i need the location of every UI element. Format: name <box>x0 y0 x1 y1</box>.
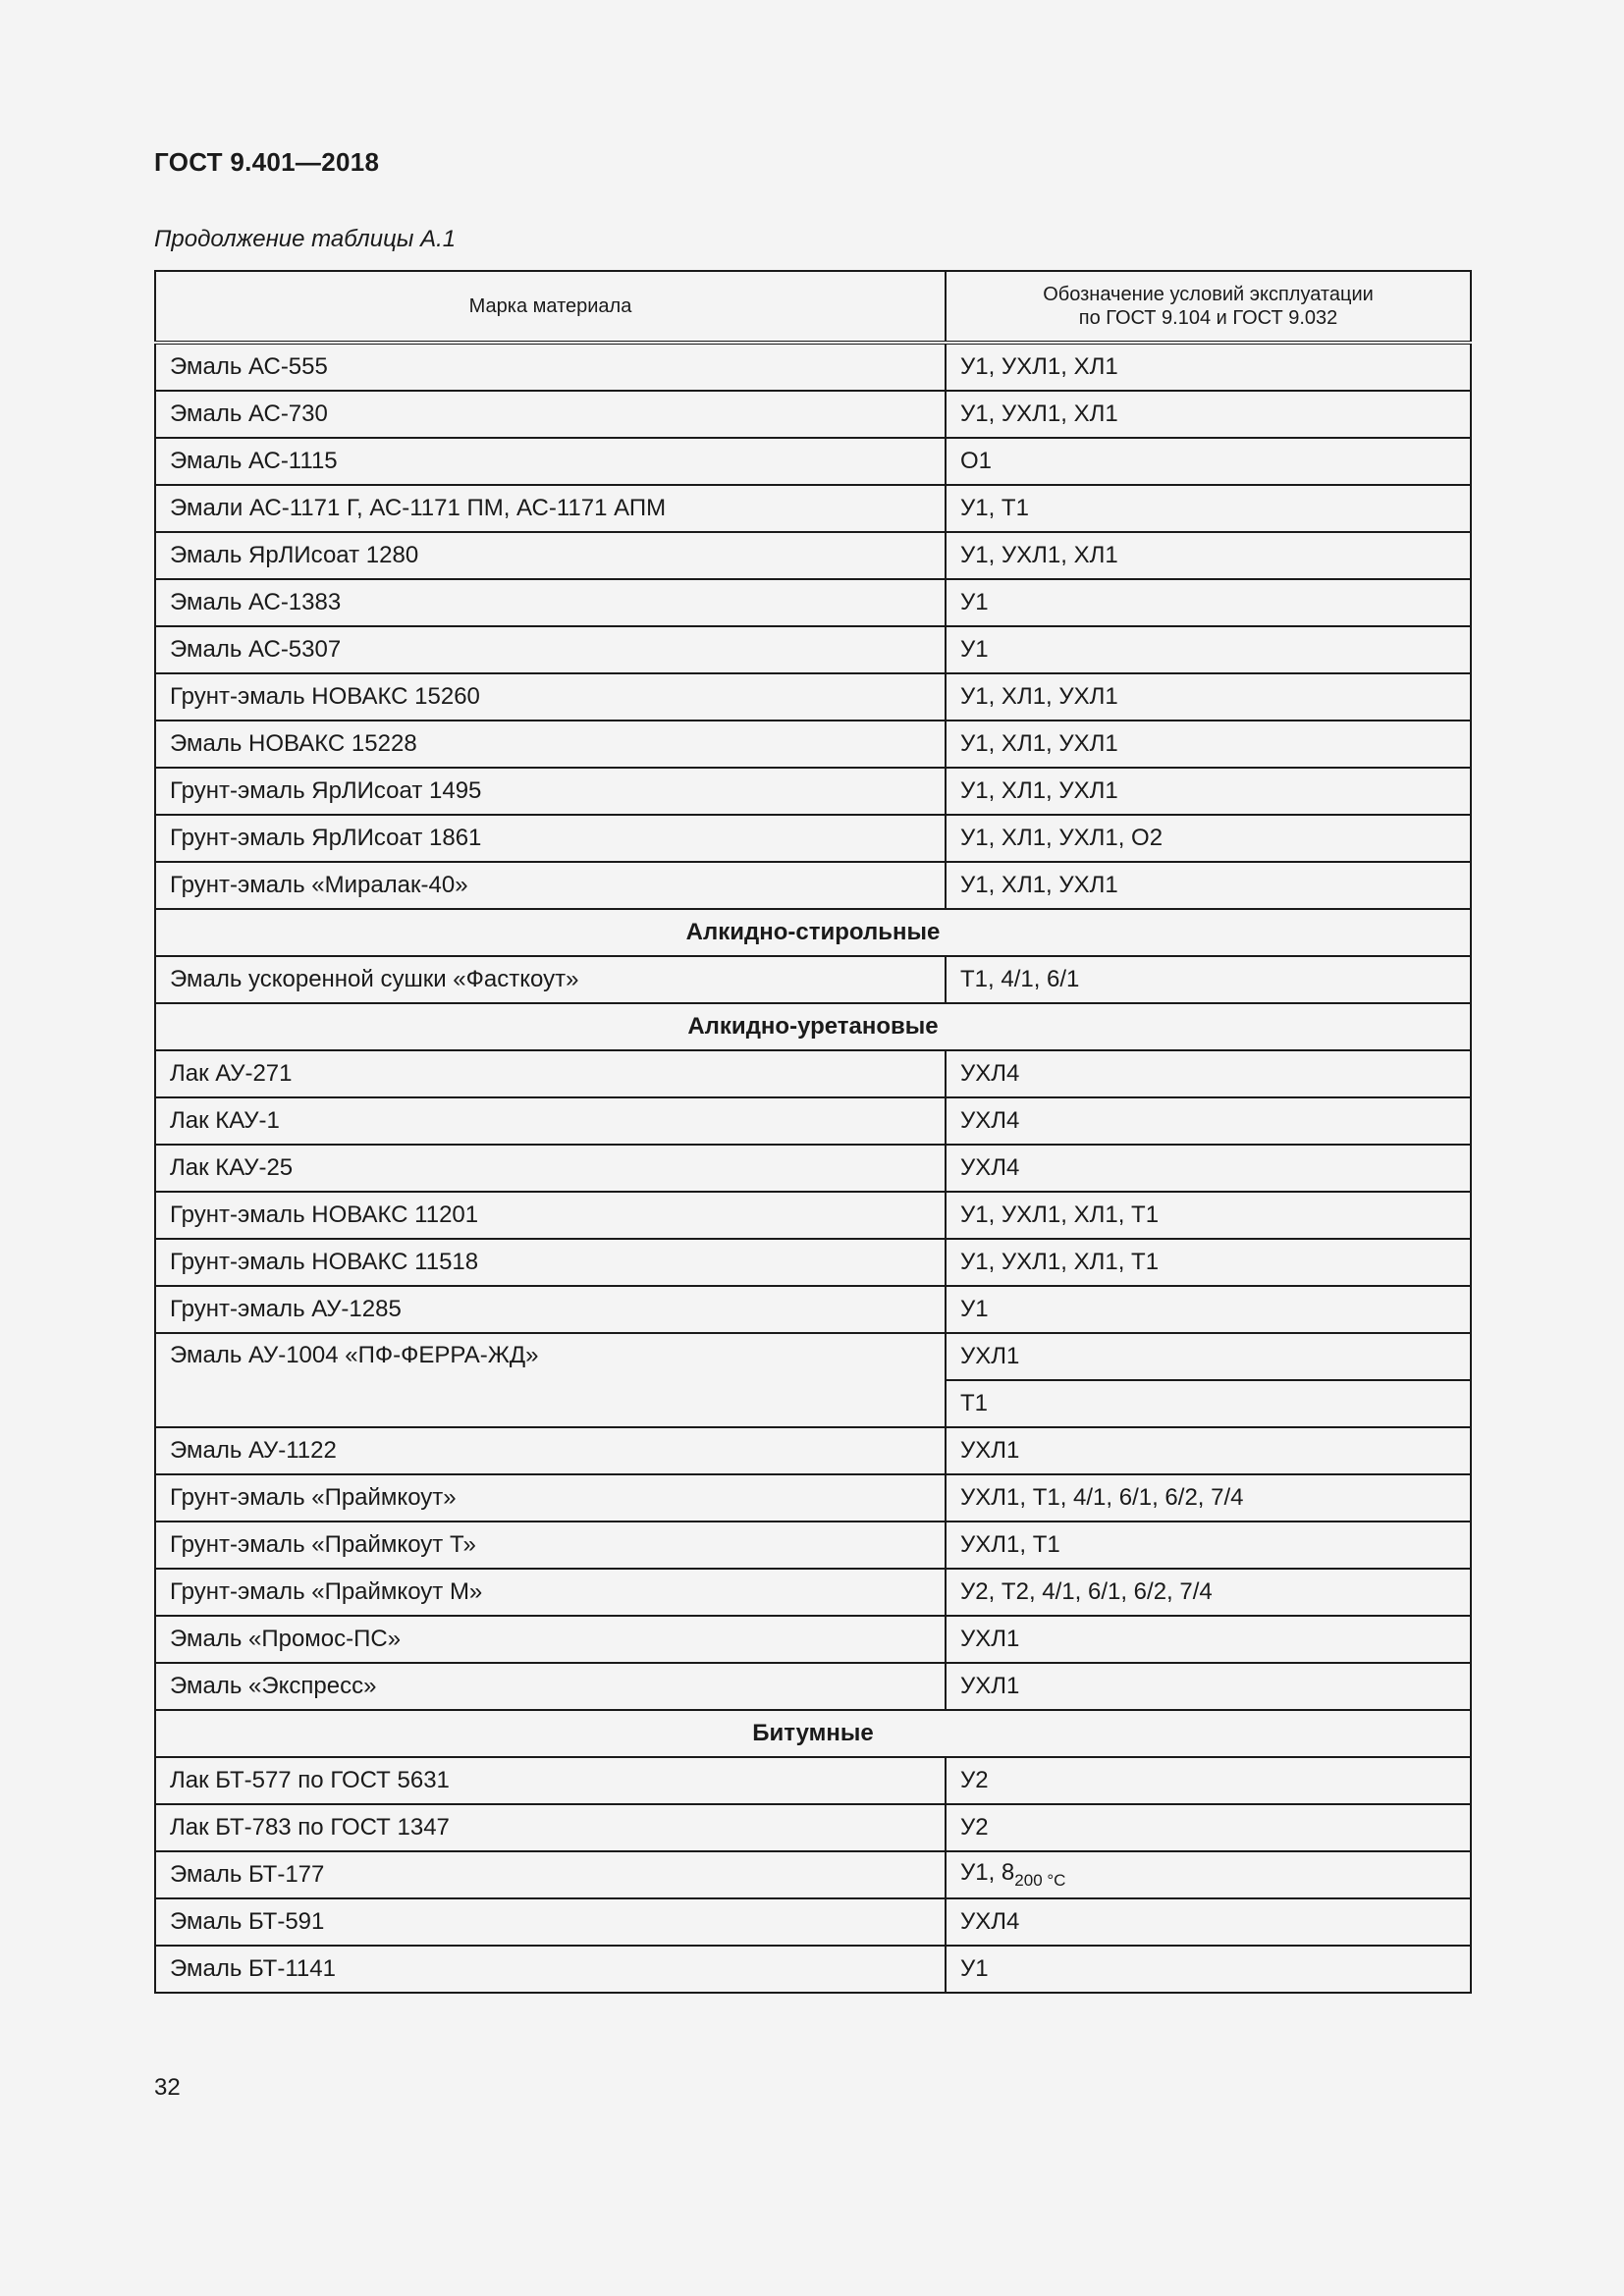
conditions-cell: У2 <box>946 1757 1471 1804</box>
material-cell: Эмаль ЯрЛИсоат 1280 <box>155 532 946 579</box>
material-cell: Грунт-эмаль НОВАКС 11518 <box>155 1239 946 1286</box>
conditions-cell: О1 <box>946 438 1471 485</box>
conditions-cell: УХЛ1 <box>946 1333 1471 1380</box>
table-row <box>155 862 1471 909</box>
conditions-cell: УХЛ4 <box>946 1097 1471 1145</box>
material-cell: Эмаль АС-1383 <box>155 579 946 626</box>
conditions-cell: У1 <box>946 1946 1471 1993</box>
material-cell: Эмаль НОВАКС 15228 <box>155 721 946 768</box>
conditions-subscript: 200 °С <box>1014 1871 1066 1890</box>
section-heading: Алкидно-уретановые <box>155 1003 1471 1050</box>
table-row <box>155 1427 1471 1474</box>
material-cell: Эмаль «Экспресс» <box>155 1663 946 1710</box>
table-row <box>155 1145 1471 1192</box>
table-row <box>155 768 1471 815</box>
material-cell: Грунт-эмаль «Праймкоут М» <box>155 1569 946 1616</box>
conditions-cell: УХЛ4 <box>946 1050 1471 1097</box>
table-row <box>155 721 1471 768</box>
materials-table <box>154 270 1472 1994</box>
conditions-cell: У1, УХЛ1, ХЛ1, Т1 <box>946 1192 1471 1239</box>
table-row <box>155 1522 1471 1569</box>
material-cell: Эмаль ускоренной сушки «Фасткоут» <box>155 956 946 1003</box>
header-material: Марка материала <box>155 271 946 343</box>
material-cell: Эмаль АС-555 <box>155 343 946 391</box>
conditions-cell: УХЛ1 <box>946 1616 1471 1663</box>
material-cell: Лак БТ-783 по ГОСТ 1347 <box>155 1804 946 1851</box>
conditions-cell: У1 <box>946 579 1471 626</box>
table-row <box>155 1804 1471 1851</box>
material-cell: Грунт-эмаль ЯрЛИсоат 1861 <box>155 815 946 862</box>
table-row <box>155 1946 1471 1993</box>
material-cell: Грунт-эмаль «Миралак-40» <box>155 862 946 909</box>
material-cell: Эмаль АС-730 <box>155 391 946 438</box>
conditions-cell: УХЛ1, Т1, 4/1, 6/1, 6/2, 7/4 <box>946 1474 1471 1522</box>
header-conditions-line1: Обозначение условий эксплуатации <box>1043 284 1374 305</box>
header-conditions <box>946 271 1471 343</box>
conditions-main-text: У1, 8 <box>960 1859 1015 1886</box>
material-cell: Эмаль БТ-177 <box>155 1851 946 1898</box>
conditions-cell: УХЛ1 <box>946 1663 1471 1710</box>
table-row <box>155 1097 1471 1145</box>
material-cell: Эмали АС-1171 Г, АС-1171 ПМ, АС-1171 АПМ <box>155 485 946 532</box>
material-cell: Лак КАУ-25 <box>155 1145 946 1192</box>
table-row <box>155 485 1471 532</box>
section-row-alkyd-styrene <box>155 909 1471 956</box>
conditions-cell: У1, УХЛ1, ХЛ1 <box>946 343 1471 391</box>
table-row <box>155 532 1471 579</box>
conditions-cell: У2, Т2, 4/1, 6/1, 6/2, 7/4 <box>946 1569 1471 1616</box>
table-row <box>155 1898 1471 1946</box>
material-cell: Грунт-эмаль «Праймкоут» <box>155 1474 946 1522</box>
section-row-bitumen <box>155 1710 1471 1757</box>
conditions-cell: У1, Т1 <box>946 485 1471 532</box>
section-heading: Алкидно-стирольные <box>155 909 1471 956</box>
table-row <box>155 1616 1471 1663</box>
material-cell: Эмаль БТ-591 <box>155 1898 946 1946</box>
material-cell: Грунт-эмаль «Праймкоут Т» <box>155 1522 946 1569</box>
table-caption: Продолжение таблицы А.1 <box>154 226 457 252</box>
material-cell: Грунт-эмаль ЯрЛИсоат 1495 <box>155 768 946 815</box>
table-row <box>155 1663 1471 1710</box>
material-cell: Эмаль БТ-1141 <box>155 1946 946 1993</box>
table-row <box>155 391 1471 438</box>
conditions-cell: У1, ХЛ1, УХЛ1, О2 <box>946 815 1471 862</box>
material-cell: Грунт-эмаль АУ-1285 <box>155 1286 946 1333</box>
conditions-cell: Т1 <box>946 1380 1471 1427</box>
conditions-cell: У1 <box>946 1286 1471 1333</box>
conditions-cell: У1, УХЛ1, ХЛ1 <box>946 532 1471 579</box>
conditions-cell: У2 <box>946 1804 1471 1851</box>
conditions-cell: У1, УХЛ1, ХЛ1 <box>946 391 1471 438</box>
conditions-cell: У1 <box>946 626 1471 673</box>
section-heading: Битумные <box>155 1710 1471 1757</box>
conditions-cell: У1, ХЛ1, УХЛ1 <box>946 721 1471 768</box>
table-row <box>155 438 1471 485</box>
material-cell: Эмаль АС-1115 <box>155 438 946 485</box>
conditions-cell: У1, ХЛ1, УХЛ1 <box>946 768 1471 815</box>
table-row <box>155 673 1471 721</box>
table-row <box>155 1851 1471 1898</box>
conditions-cell: Т1, 4/1, 6/1 <box>946 956 1471 1003</box>
material-cell: Эмаль АС-5307 <box>155 626 946 673</box>
table-row <box>155 956 1471 1003</box>
conditions-cell: У1, УХЛ1, ХЛ1, Т1 <box>946 1239 1471 1286</box>
conditions-cell: У1, ХЛ1, УХЛ1 <box>946 673 1471 721</box>
material-cell: Грунт-эмаль НОВАКС 15260 <box>155 673 946 721</box>
document-header: ГОСТ 9.401—2018 <box>154 147 380 177</box>
table-row <box>155 626 1471 673</box>
conditions-cell: УХЛ4 <box>946 1145 1471 1192</box>
material-cell: Эмаль АУ-1004 «ПФ-ФЕРРА-ЖД» <box>155 1333 946 1427</box>
conditions-cell: УХЛ4 <box>946 1898 1471 1946</box>
section-row-alkyd-urethane <box>155 1003 1471 1050</box>
page-number: 32 <box>154 2074 181 2101</box>
table-row <box>155 1333 1471 1380</box>
conditions-cell <box>946 1851 1471 1898</box>
table-row <box>155 1050 1471 1097</box>
table-row <box>155 1569 1471 1616</box>
table-row <box>155 343 1471 391</box>
table-row <box>155 579 1471 626</box>
table-row <box>155 1239 1471 1286</box>
material-cell: Эмаль АУ-1122 <box>155 1427 946 1474</box>
table-row <box>155 1286 1471 1333</box>
material-cell: Лак АУ-271 <box>155 1050 946 1097</box>
table-body <box>155 343 1471 1993</box>
material-cell: Лак КАУ-1 <box>155 1097 946 1145</box>
table-row <box>155 1757 1471 1804</box>
table-row <box>155 815 1471 862</box>
material-cell: Лак БТ-577 по ГОСТ 5631 <box>155 1757 946 1804</box>
table-row <box>155 1474 1471 1522</box>
header-conditions-line2: по ГОСТ 9.104 и ГОСТ 9.032 <box>1078 307 1338 329</box>
conditions-cell: У1, ХЛ1, УХЛ1 <box>946 862 1471 909</box>
conditions-cell: УХЛ1 <box>946 1427 1471 1474</box>
material-cell: Эмаль «Промос-ПС» <box>155 1616 946 1663</box>
table-header-row <box>155 271 1471 343</box>
conditions-cell: УХЛ1, Т1 <box>946 1522 1471 1569</box>
table-row <box>155 1192 1471 1239</box>
material-cell: Грунт-эмаль НОВАКС 11201 <box>155 1192 946 1239</box>
